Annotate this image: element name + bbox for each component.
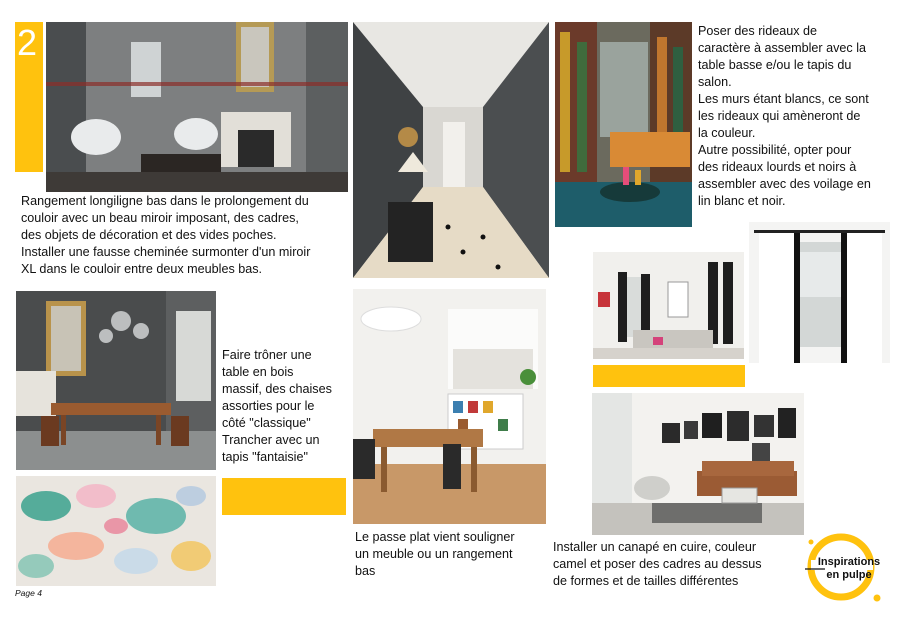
curtains-description: Poser des rideaux de caractère à assembler avec la table basse e/ou le tapis du salon. Les murs étant blancs, ce sont les rideaux qui amèneront de la couleur. Autre possibilité, opter pour des rideaux lourds et noirs à assembler avec des voilage en lin blanc et noir.: [698, 24, 871, 208]
photo-living-black-curtains: [593, 252, 744, 359]
brand-logo: [803, 532, 883, 604]
logo-line-1: Inspirations: [817, 556, 881, 568]
photo-living-fireplace: [46, 22, 348, 192]
photo-camel-sofa: [592, 393, 804, 535]
page-footer: Page 4: [15, 588, 42, 598]
page-number: 2: [17, 22, 38, 63]
passe-plat-description: Le passe plat vient souligner un meuble ou un rangement bas: [355, 530, 515, 578]
corridor-description: Rangement longiligne bas dans le prolongement du couloir avec un beau miroir imposant, des cadres, des objets de décoration et des vides poches. Installer une fausse cheminée surmonter d'un miroir XL dans le couloir entre deux meubles bas.: [21, 194, 311, 276]
photo-dining-room: [16, 291, 216, 470]
accent-bar-right: [593, 365, 745, 387]
photo-colorful-curtains: [555, 22, 692, 227]
photo-floral-rug: [16, 476, 216, 586]
photo-voile-curtains: [749, 222, 890, 363]
accent-bar-table: [222, 478, 346, 515]
photo-corridor: [353, 22, 549, 278]
sofa-description: Installer un canapé en cuire, couleur camel et poser des cadres au dessus de formes et de tailles différentes: [553, 540, 762, 588]
photo-passe-plat: [353, 289, 546, 524]
table-description: Faire trôner une table en bois massif, des chaises assorties pour le côté "classique" Trancher avec un tapis "fantaisie": [222, 348, 332, 464]
logo-line-2: en pulpe: [826, 569, 872, 581]
logo-circle-icon: [803, 532, 883, 604]
